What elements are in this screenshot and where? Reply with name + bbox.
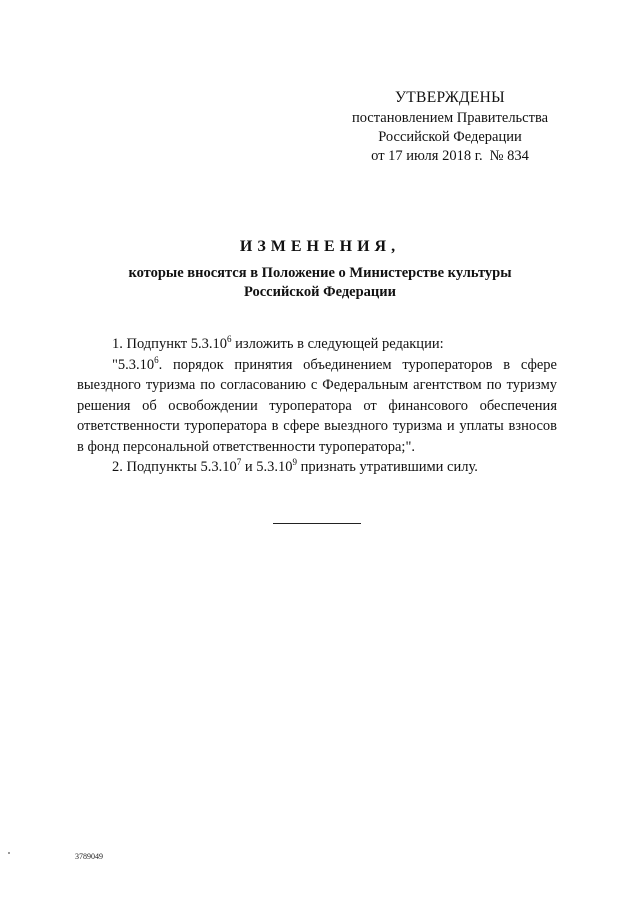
item-2-superscript-1: 7 <box>236 457 242 467</box>
document-body <box>77 334 557 478</box>
item-2 <box>77 457 557 478</box>
item-1-intro-text: 1. Подпункт 5.3.10 <box>112 336 228 352</box>
approval-heading: УТВЕРЖДЕНЫ <box>395 89 505 106</box>
approval-block <box>300 88 600 166</box>
approval-line-2: Российской Федерации <box>378 129 522 145</box>
quote-body: . порядок принятия объединением туроператоров в сфере выездного туризма по согласованию с Федеральным агентством по туризму решения об освобождении туроператора от финансового обеспечения ответственности туроператора в сфере выездного туризма и уплаты взносов в фонд персональной ответственности туроператора;". <box>77 356 557 455</box>
approval-number: № 834 <box>489 148 529 164</box>
document-subtitle-line-1: которые вносятся в Положение о Министерстве культуры <box>128 265 512 281</box>
item-1-intro-tail: изложить в следующей редакции: <box>231 336 444 352</box>
item-2-tail: признать утратившими силу. <box>297 459 478 475</box>
quote-clause-number: "5.3.10 <box>112 356 155 373</box>
footer-document-id: 3789049 <box>75 852 103 861</box>
document-title: ИЗМЕНЕНИЯ, <box>239 238 401 255</box>
item-2-superscript-2: 9 <box>292 457 298 467</box>
approval-date-row <box>300 147 600 166</box>
item-1-intro <box>77 334 557 355</box>
scan-mark <box>8 852 10 854</box>
end-separator-line <box>273 523 361 524</box>
approval-date: от 17 июля 2018 г. <box>371 148 483 164</box>
approval-line-1: постановлением Правительства <box>351 110 549 126</box>
item-1-quoted-text <box>77 355 557 458</box>
document-title-block <box>70 238 570 302</box>
item-2-mid: и 5.3.10 <box>241 459 293 475</box>
document-subtitle-line-2: Российской Федерации <box>243 284 396 300</box>
item-2-text: 2. Подпункты 5.3.10 <box>112 459 237 475</box>
item-1-intro-superscript: 6 <box>227 334 232 344</box>
quote-superscript: 6 <box>154 354 159 365</box>
